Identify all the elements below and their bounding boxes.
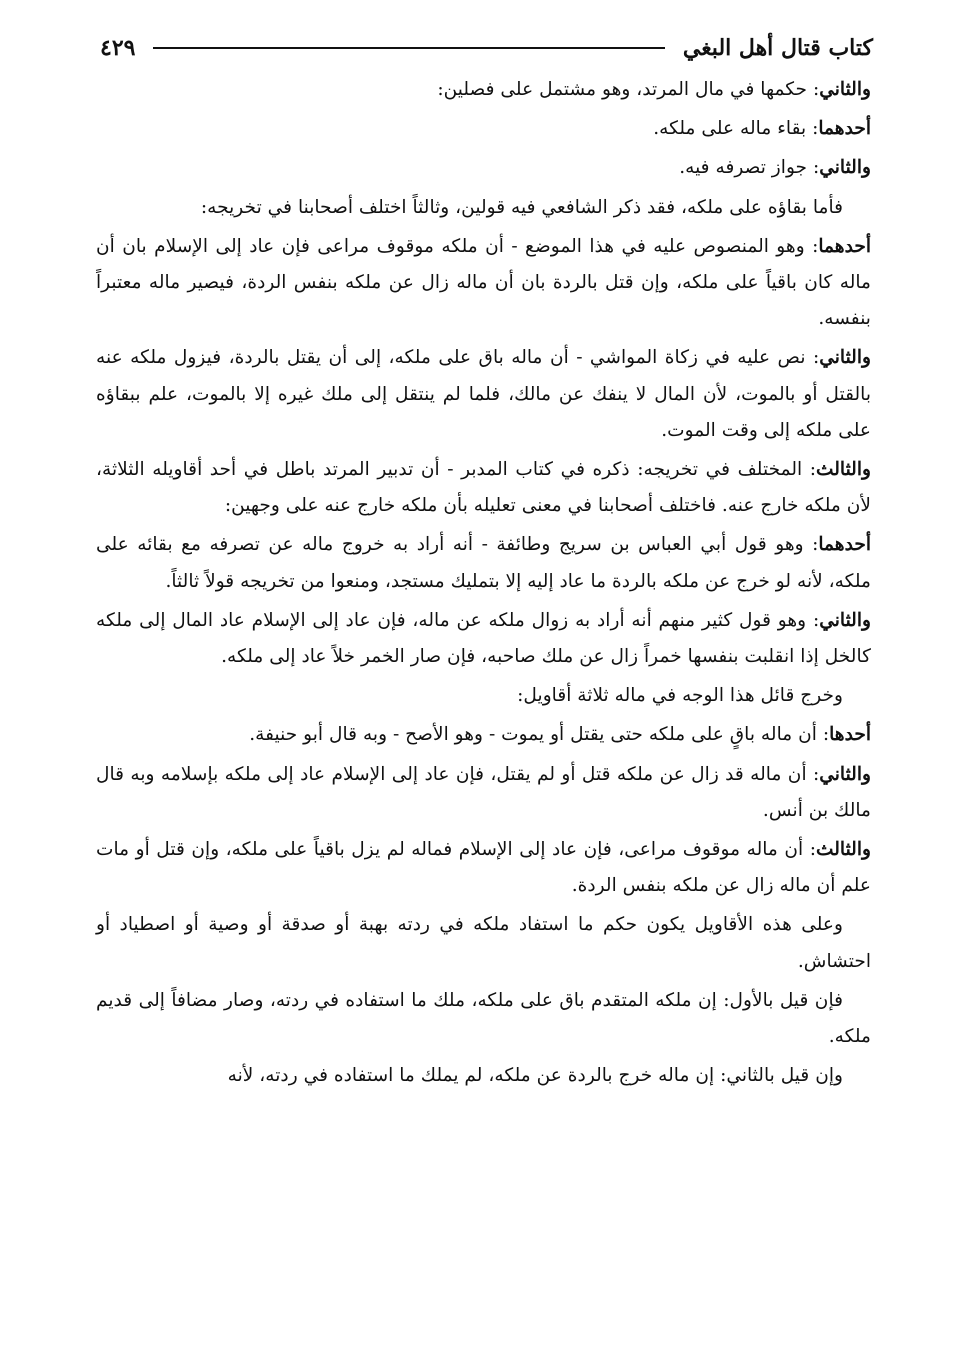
paragraph bbox=[96, 983, 871, 1055]
paragraph-text: : وهو المنصوص عليه في هذا الموضع - أن ملكه موقوف مراعى فإن عاد إلى الإسلام بان أن ماله كان باقياً على ملكه، وإن قتل بالردة بان أن ماله زال عن ملكه بنفس الردة، فيصير ماله معتبراً بنفسه. bbox=[96, 235, 871, 330]
paragraph bbox=[96, 527, 871, 599]
page-number: ٤٢٩ bbox=[100, 35, 136, 61]
paragraph bbox=[96, 72, 871, 108]
paragraph bbox=[96, 190, 871, 226]
paragraph-text: فأما بقاؤه على ملكه، فقد ذكر الشافعي فيه قولين، وثالثاً اختلف أصحابنا في تخريجه: bbox=[200, 196, 843, 218]
paragraph-lead: أحدهما bbox=[818, 235, 871, 257]
paragraph bbox=[96, 1058, 871, 1094]
paragraph-text: : وهو قول أبي العباس بن سريج وطائفة - أنه أراد به خروج ماله عن تصرفه مع بقائه على ملكه، لأنه لو خرج عن ملكه بالردة ما عاد إليه إلا بتمليك مستجد، ومنعوا من تخريجه قولاً ثالثاً. bbox=[96, 534, 871, 592]
paragraph bbox=[96, 452, 871, 524]
running-header bbox=[100, 28, 873, 68]
paragraph-text: : أن ماله موقوف مراعى، فإن عاد إلى الإسلام فماله لم يزل باقياً على ملكه، وإن قتل أو مات علم أن ماله زال عن ملكه بنفس الردة. bbox=[96, 839, 871, 897]
paragraph-lead: والثالث bbox=[815, 459, 871, 481]
header-rule bbox=[153, 47, 664, 49]
paragraph-text: : جواز تصرفه فيه. bbox=[679, 157, 820, 179]
paragraph-text: : المختلف في تخريجه: ذكره في كتاب المدبر - أن تدبير المرتد باطل في أحد أقاويله الثلاثة، لأن ملكه خارج عنه. فاختلف أصحابنا في معنى تعليله بأن ملكه خارج عنه على وجهين: bbox=[96, 459, 871, 517]
paragraph bbox=[96, 603, 871, 675]
paragraph-text: : نص عليه في زكاة المواشي - أن ماله باق على ملكه، إلى أن يقتل بالردة، فيزول ملكه عنه بالقتل أو بالموت، لأن المال لا ينفك عن مالك، فلما لم ينتقل إلى ملك غيره إلا بالموت، علم ببقاؤه على ملكه إلى وقت الموت. bbox=[96, 347, 871, 441]
paragraph-text: وإن قيل بالثاني: إن ماله خرج بالردة عن ملكه، لم يملك ما استفاده في ردته، لأنه bbox=[227, 1065, 843, 1087]
paragraph-lead: والثاني bbox=[819, 157, 871, 179]
paragraph-lead: أحدها bbox=[829, 724, 871, 746]
paragraph bbox=[96, 111, 871, 147]
paragraph bbox=[96, 907, 871, 979]
paragraph-text: : أن ماله باقٍ على ملكه حتى يقتل أو يموت - وهو الأصح - وبه قال أبو حنيفة. bbox=[249, 724, 830, 746]
paragraph-text: فإن قيل بالأول: إن ملكه المتقدم باق على ملكه، ملك ما استفاده في ردته، وصار مضافاً إلى قديم ملكه. bbox=[96, 989, 871, 1048]
paragraph bbox=[96, 229, 871, 338]
paragraph bbox=[96, 340, 871, 449]
paragraph-lead: والثاني bbox=[819, 609, 871, 631]
paragraph bbox=[96, 717, 871, 753]
paragraph-lead: أحدهما bbox=[818, 118, 871, 140]
paragraph-lead: والثاني bbox=[819, 763, 871, 785]
paragraph-lead: والثاني bbox=[819, 79, 871, 100]
paragraph-text: وعلى هذه الأقاويل يكون حكم ما استفاد ملكه في ردته بهبة أو صدقة أو وصية أو اصطياد أو احتشاش. bbox=[96, 914, 871, 972]
paragraph-text: : حكمها في مال المرتد، وهو مشتمل على فصلين: bbox=[437, 79, 820, 100]
paragraph bbox=[96, 150, 871, 186]
paragraph-text: وخرج قائل هذا الوجه في ماله ثلاثة أقاويل: bbox=[517, 685, 843, 707]
paragraph-text: : وهو قول كثير منهم أنه أراد به زوال ملكه عن ماله، فإن عاد إلى الإسلام عاد المال إلى ملكه كالخل إذا انقلبت بنفسها خمراً زال عن ملك صاحبه، فإن صار الخمر خلاً عاد إلى ملكه. bbox=[96, 609, 871, 668]
paragraph bbox=[96, 757, 871, 829]
paragraph-lead: أحدهما bbox=[818, 534, 871, 556]
paragraph-text: : أن ماله قد زال عن ملكه قتل أو لم يقتل، فإن عاد إلى الإسلام عاد إلى ملكه بإسلامه وبه قال مالك بن أنس. bbox=[96, 763, 871, 821]
chapter-title: كتاب قتال أهل البغي bbox=[682, 35, 873, 61]
paragraph-lead: والثالث bbox=[815, 839, 871, 861]
paragraph-lead: والثاني bbox=[819, 347, 871, 369]
paragraph-text: : بقاء ماله على ملكه. bbox=[653, 118, 819, 140]
paragraph bbox=[96, 832, 871, 904]
paragraph bbox=[96, 678, 871, 714]
page-body bbox=[96, 72, 871, 1097]
